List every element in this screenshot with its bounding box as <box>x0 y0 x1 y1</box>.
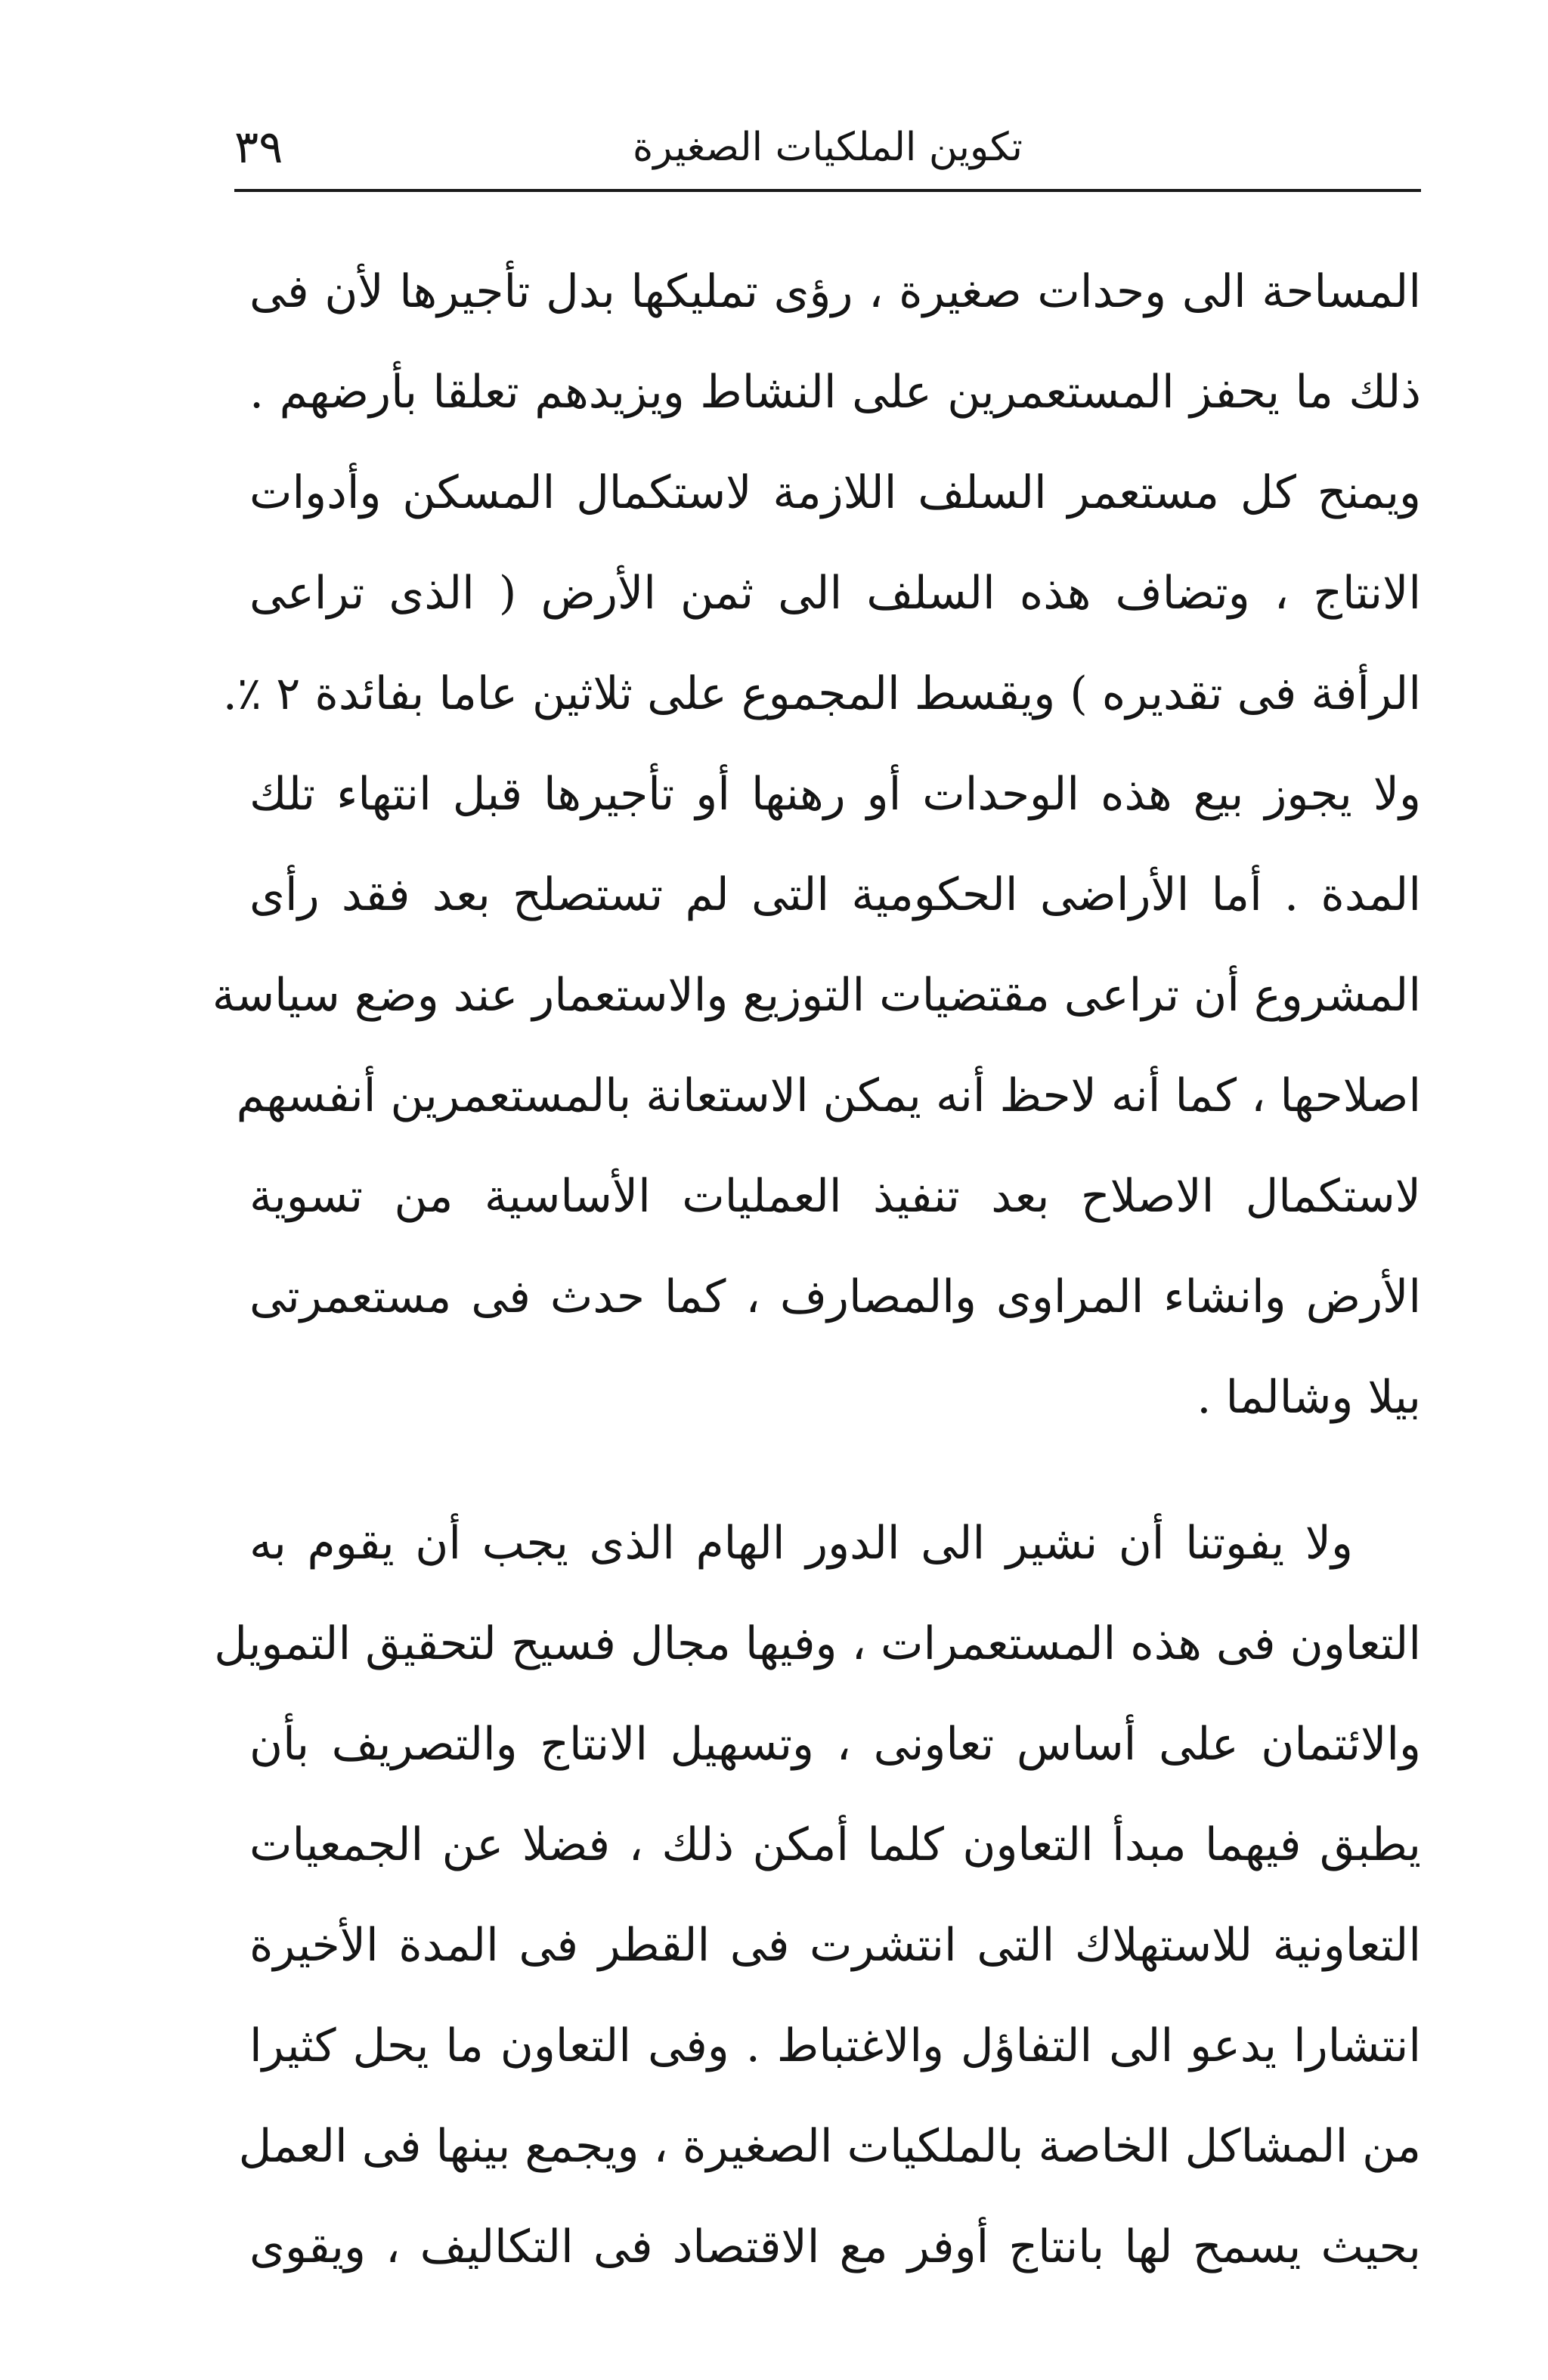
paragraph-gap <box>249 1448 1421 1493</box>
body-text <box>212 242 1421 2298</box>
text-line: المدة . أما الأراضى الحكومية التى لم تستصلح بعد فقد رأى <box>249 868 1421 921</box>
text-line: التعاون فى هذه المستعمرات ، وفيها مجال فسيح لتحقيق التمويل <box>214 1617 1421 1670</box>
page-number: ٣٩ <box>234 121 283 174</box>
text-line: المشروع أن تراعى مقتضيات التوزيع والاستعمار عند وضع سياسة <box>212 969 1421 1022</box>
text-line: والائتمان على أساس تعاونى ، وتسهيل الانتاج والتصريف بأن <box>249 1718 1421 1771</box>
running-title: تكوين الملكيات الصغيرة <box>632 125 1023 170</box>
text-line: ولا يفوتنا أن نشير الى الدور الهام الذى يجب أن يقوم به <box>249 1517 1353 1570</box>
paragraph-1 <box>212 242 1421 1448</box>
text-line: يطبق فيهما مبدأ التعاون كلما أمكن ذلك ، فضلا عن الجمعيات <box>249 1818 1421 1871</box>
text-line: الرأفة فى تقديره ) ويقسط المجموع على ثلاثين عاما بفائدة ٢ ٪. <box>222 667 1421 720</box>
text-line: الأرض وانشاء المراوى والمصارف ، كما حدث فى مستعمرتى <box>249 1270 1421 1323</box>
text-line: التعاونية للاستهلاك التى انتشرت فى القطر فى المدة الأخيرة <box>249 1919 1421 1972</box>
text-line: الانتاج ، وتضاف هذه السلف الى ثمن الأرض ( الذى تراعى <box>249 567 1421 620</box>
text-line: بحيث يسمح لها بانتاج أوفر مع الاقتصاد فى التكاليف ، ويقوى <box>249 2221 1421 2273</box>
text-line: ولا يجوز بيع هذه الوحدات أو رهنها أو تأجيرها قبل انتهاء تلك <box>249 768 1421 821</box>
text-line: اصلاحها ، كما أنه لاحظ أنه يمكن الاستعانة بالمستعمرين أنفسهم <box>236 1069 1421 1122</box>
text-line: ويمنح كل مستعمر السلف اللازمة لاستكمال المسكن وأدوات <box>249 466 1421 519</box>
text-line: المساحة الى وحدات صغيرة ، رؤى تمليكها بدل تأجيرها لأن فى <box>249 265 1421 318</box>
text-line: لاستكمال الاصلاح بعد تنفيذ العمليات الأساسية من تسوية <box>249 1170 1421 1223</box>
text-line: من المشاكل الخاصة بالملكيات الصغيرة ، ويجمع بينها فى العمل <box>238 2120 1421 2173</box>
paragraph-2 <box>214 1493 1421 2298</box>
text-line: بيلا وشالما . <box>1197 1371 1421 1424</box>
header-rule <box>234 189 1421 192</box>
text-line: انتشارا يدعو الى التفاؤل والاغتباط . وفى التعاون ما يحل كثيرا <box>249 2019 1421 2072</box>
page-header <box>234 113 1421 181</box>
text-line: ذلك ما يحفز المستعمرين على النشاط ويزيدهم تعلقا بأرضهم . <box>249 366 1421 419</box>
